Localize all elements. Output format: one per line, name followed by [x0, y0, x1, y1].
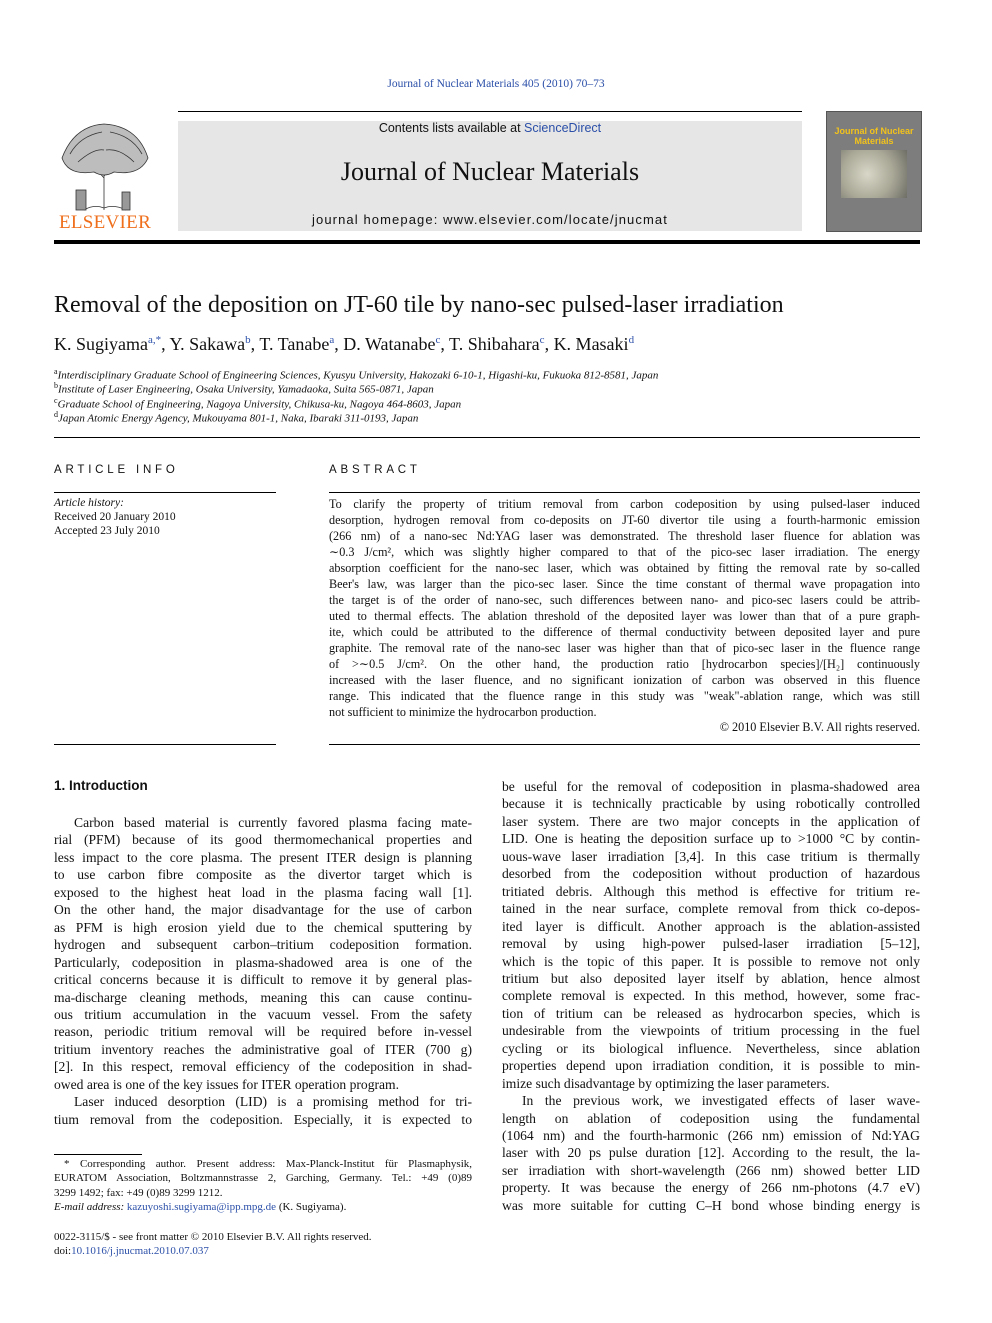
abstract-copyright: © 2010 Elsevier B.V. All rights reserved.	[719, 720, 920, 734]
doi-label: doi:	[54, 1245, 72, 1257]
body-line-right: laser with 20 ps pulse duration [12]. According to the result, the la-	[502, 1145, 920, 1161]
body-line-right: properties depend upon irradiation condition, it is possible to min-	[502, 1058, 920, 1074]
body-line-left: [2]. In this respect, removal efficiency of the codeposition in shad-	[54, 1059, 472, 1075]
abstract-rule	[329, 492, 920, 493]
body-line-right: tained in the near surface, complete removal from thick co-depos-	[502, 901, 920, 917]
author-name: T. Tanabe	[259, 334, 330, 354]
body-line-right: imize such disadvantage by optimizing the laser parameters.	[502, 1075, 830, 1091]
contents-prefix: Contents lists available at	[378, 121, 525, 135]
issn-line: 0022-3115/$ - see front matter © 2010 Elsevier B.V. All rights reserved.	[54, 1231, 372, 1243]
body-line-left: Carbon based material is currently favored plasma facing mate-	[74, 815, 472, 830]
footnote-line: * Corresponding author. Present address: Max-Planck-Institut für Plasmaphysik,	[64, 1158, 472, 1170]
body-line-right: which is the topic of this paper. It is possible to remove not only	[502, 953, 920, 969]
footnote-rule	[54, 1154, 142, 1155]
contents-line	[178, 121, 802, 135]
author-affiliation-marker: d	[628, 334, 635, 346]
article-title: Removal of the deposition on JT-60 tile by nano-sec pulsed-laser irradiation	[54, 292, 784, 318]
body-line-left: rial (PFM) because of its good thermomechanical properties and	[54, 832, 472, 848]
body-line-right: tritiated debris. Although this method is effective for tritium re-	[502, 883, 920, 899]
body-line-right: uous-wave laser irradiation [3,4]. In this case tritium is thermally	[502, 848, 920, 864]
journal-name: Journal of Nuclear Materials	[340, 157, 640, 186]
author-name: Y. Sakawa	[169, 334, 246, 354]
body-line-right: undesirable from the viewpoints of tritium processing in the fuel	[502, 1023, 920, 1039]
journal-reference[interactable]: Journal of Nuclear Materials 405 (2010) 70–73	[387, 78, 605, 90]
elsevier-wordmark: ELSEVIER	[58, 212, 152, 233]
body-line-left: ous tritium accumulation in the vacuum vessel. From the safety	[54, 1006, 472, 1022]
body-line-right: complete removal is expected. In this method, however, some frac-	[502, 988, 920, 1004]
author-name: T. Shibahara	[449, 334, 540, 354]
email-link[interactable]: kazuyoshi.sugiyama@ipp.mpg.de	[126, 1201, 277, 1213]
author-separator: ,	[250, 334, 260, 354]
affiliation-text: Japan Atomic Energy Agency, Mukouyama 801-1, Naka, Ibaraki 311-0193, Japan	[58, 412, 419, 425]
author-list	[54, 334, 934, 355]
abstract-line: graphite. The removal rate of the nano-sec laser was higher than that of pico-sec laser in the fluence range	[329, 641, 920, 655]
abstract-line: ∼0.3 J/cm², which was slightly higher compared to that of the pico-sec laser irradiation. The energy	[329, 545, 920, 559]
body-line-right: ited layer is difficult. Another approach is the ablation-assisted	[502, 918, 920, 934]
body-line-right: tion of tritium can be released as hydrocarbon species, which is	[502, 1005, 920, 1021]
body-line-right: In the previous work, we investigated effects of laser wave-	[522, 1093, 920, 1109]
body-line-right: because it is technically practicable by using robotically controlled	[502, 796, 920, 812]
author-affiliation-marker: c	[539, 334, 545, 346]
body-line-left: owed area is one of the key issues for ITER operation program.	[54, 1076, 400, 1092]
abstract-line: absorption coefficient for the nano-sec laser, which was obtained by fitting the removal rate by so-called	[329, 561, 920, 575]
body-line-right: laser system. There are two major concepts in the application of	[502, 813, 920, 829]
body-line-right: tritium but also deposited layer itself by ablation, hence almost	[502, 970, 920, 986]
abstract-line: desorption, hydrogen removal from co-deposits on JT-60 divertor tile using a fourth-harmonic emission	[329, 513, 920, 527]
body-line-left: hydrogen and subsequent carbon–tritium codeposition formation.	[54, 937, 472, 953]
abstract-line: not sufficient to minimize the hydrocarbon production.	[329, 705, 597, 719]
body-line-right: (1064 nm) and the fourth-harmonic (266 nm) emission of Nd:YAG	[502, 1128, 920, 1143]
body-line-right: ser irradiation with short-wavelength (266 nm) showed better LID	[502, 1162, 920, 1178]
doi-link[interactable]: 10.1016/j.jnucmat.2010.07.037	[71, 1245, 209, 1257]
author-affiliation-marker: a	[329, 334, 335, 346]
affiliation-marker: d	[54, 409, 58, 419]
journal-cover-thumbnail[interactable]	[826, 111, 922, 232]
journal-banner	[178, 121, 802, 231]
abstract-line: of >∼0.5 J/cm². On the other hand, the production ratio [hydrocarbon species]/[H₂] continuously	[329, 657, 920, 671]
author-separator: ,	[440, 334, 450, 354]
abstract-line: (266 nm) of a nano-sec Nd:YAG laser was demonstrated. The threshold laser fluence for ablation was	[329, 529, 920, 543]
introduction-heading: 1. Introduction	[54, 778, 148, 793]
article-info-rule	[54, 492, 276, 493]
abstract-line: To clarify the property of tritium removal from carbon codeposition by using pulsed-laser induced	[329, 497, 920, 511]
affiliation-marker: b	[54, 381, 58, 391]
doi-line	[54, 1245, 209, 1257]
author-affiliation-marker: c	[435, 334, 441, 346]
author-separator: ,	[544, 334, 554, 354]
email-line	[54, 1201, 346, 1213]
affiliation-item	[54, 396, 854, 411]
accepted-date: Accepted 23 July 2010	[54, 525, 160, 537]
affiliation-rule	[54, 437, 920, 438]
body-line-left: reason, periodic tritium removal will be required before in-vessel	[54, 1024, 472, 1040]
tree-icon	[54, 118, 156, 214]
abstract-line: range. This indicated that the fluence range in this study was "weak"-ablation range, which was still	[329, 689, 920, 703]
abstract-line: Beer's law, was larger than the pico-sec laser. Since the time constant of thermal wave propagation into	[329, 577, 920, 591]
body-line-right: was more suitable for cutting C–H bond whose binding energy is	[502, 1197, 920, 1213]
affiliation-item	[54, 381, 854, 396]
author-name: K. Sugiyama	[54, 334, 148, 354]
body-line-left: less impact to the core plasma. The present ITER design is planning	[54, 849, 472, 865]
article-info-bottom-rule	[54, 744, 276, 745]
footnote-line: EURATOM Association, Boltzmannstrasse 2, Garching, Germany. Tel.: +49 (0)89	[54, 1172, 472, 1185]
abstract-bottom-rule	[329, 744, 920, 745]
affiliation-text: Interdisciplinary Graduate School of Engineering Sciences, Kyusyu University, Hakozaki 6-10-1, Higashi-ku, Fukuoka 812-8581, Japan	[57, 369, 659, 382]
body-line-right: be useful for the removal of codeposition in plasma-shadowed area	[502, 779, 920, 794]
affiliation-item	[54, 410, 854, 425]
affiliation-text: Institute of Laser Engineering, Osaka University, Yamadaoka, Suita 565-0871, Japan	[58, 383, 434, 396]
cover-title: Journal of Nuclear Materials	[834, 126, 914, 146]
body-line-left: Particularly, codeposition in plasma-shadowed area is one of the	[54, 954, 472, 970]
author-affiliation-marker: b	[245, 334, 251, 346]
body-line-right: LID. One is heating the deposition surface up to >1000 °C by contin-	[502, 831, 920, 847]
body-line-left: On the other hand, the major disadvantage for the use of carbon	[54, 902, 472, 918]
article-info-heading: ARTICLE INFO	[54, 464, 179, 476]
body-line-left: critical concerns because it is difficult to remove it by general plas-	[54, 972, 472, 988]
history-label: Article history:	[54, 497, 124, 509]
author-affiliation-marker: a,*	[148, 334, 162, 346]
header-rule	[178, 111, 802, 112]
body-line-right: property. It was because the energy of 266 nm-photons (4.7 eV)	[502, 1180, 920, 1196]
sciencedirect-link[interactable]: ScienceDirect	[524, 121, 602, 135]
journal-homepage[interactable]: journal homepage: www.elsevier.com/locate/jnucmat	[312, 212, 668, 227]
author-name: K. Masaki	[553, 334, 629, 354]
author-name: D. Watanabe	[343, 334, 436, 354]
abstract-line: ite, which could be attributed to the difference of thermal conductivity between deposited layer and pure	[329, 625, 920, 639]
abstract-line: the target is of the order of nano-sec, such differences between nano- and pico-sec lasers could be attrib-	[329, 593, 920, 607]
received-date: Received 20 January 2010	[54, 511, 176, 523]
body-line-right: length on ablation of codeposition using the fundamental	[502, 1110, 920, 1126]
email-label: E-mail address:	[54, 1201, 127, 1213]
affiliation-marker: c	[54, 395, 58, 405]
body-line-left: as PFM is high erosion yield due to the chemical sputtering by	[54, 919, 472, 935]
affiliation-text: Graduate School of Engineering, Nagoya University, Chikusa-ku, Nagoya 464-8603, Japan	[57, 398, 462, 411]
body-line-left: ma-discharge cleaning methods, meaning this can cause continu-	[54, 989, 472, 1005]
body-line-right: cycling or its biological influence. Nevertheless, since ablation	[502, 1040, 920, 1056]
body-line-left: exposed to the highest heat load in the plasma facing wall [1].	[54, 884, 472, 900]
body-line-left: Laser induced desorption (LID) is a promising method for tri-	[74, 1094, 472, 1110]
body-line-right: desorbed from the codeposition without production of hazardous	[502, 866, 920, 882]
author-separator: ,	[161, 334, 170, 354]
abstract-line: uted to thermal effects. The ablation threshold of the deposited layer was lower than that of a pure graph-	[329, 609, 920, 623]
abstract-heading: ABSTRACT	[329, 464, 421, 476]
body-line-right: removal by using high-power pulsed-laser irradiation [5–12],	[502, 936, 920, 952]
footnote-line: 3299 1492; fax: +49 (0)89 3299 1212.	[54, 1186, 223, 1199]
abstract-line: increased with the laser fluence, and no significant ionization of carbon was observed in this fluence	[329, 673, 920, 687]
body-line-left: to use carbon fibre composite as the divertor target which is	[54, 867, 472, 883]
header-thick-rule	[54, 240, 920, 244]
affiliation-marker: a	[54, 367, 58, 376]
body-line-left: tium removal from the codeposition. Especially, it is expected to	[54, 1111, 472, 1127]
body-line-left: tritium inventory reaches the administrative goal of ITER (700 g)	[54, 1041, 472, 1057]
email-suffix: (K. Sugiyama).	[276, 1201, 347, 1213]
cover-image	[841, 150, 907, 198]
affiliation-item	[54, 367, 854, 382]
author-separator: ,	[334, 334, 344, 354]
